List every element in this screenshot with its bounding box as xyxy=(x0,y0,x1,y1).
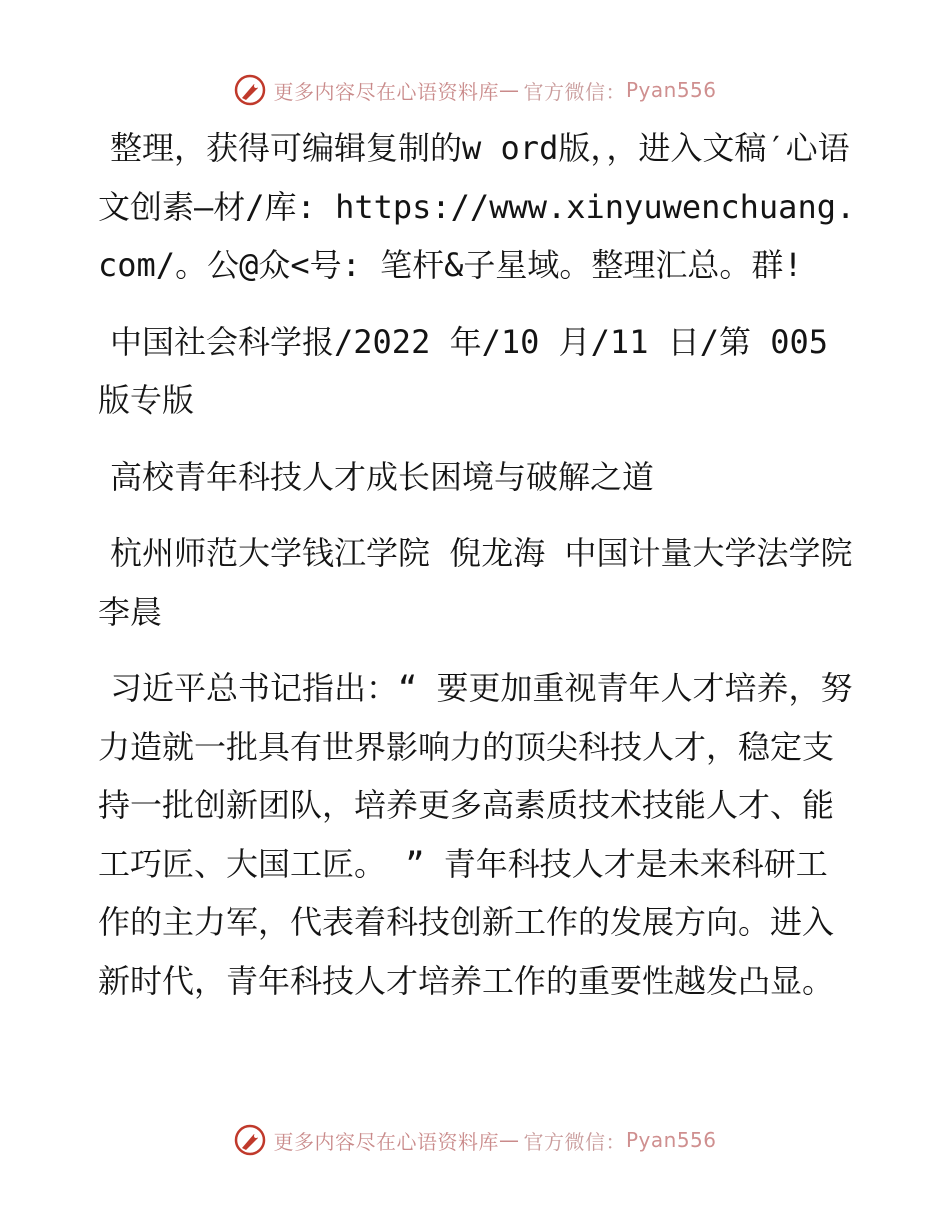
source-line: 中国社会科学报/2022 年/10 月/11 日/第 005 版专版 xyxy=(98,322,829,419)
banner-dash: — xyxy=(498,1128,520,1152)
banner-wechat-label: 官方微信： xyxy=(523,79,626,104)
body-paragraph: 习近平总书记指出：“ 要更加重视青年人才培养，努力造就一批具有世界影响力的顶尖科技人才，稳定支持一批创新团队，培养更多高素质技术技能人才、能工巧匠、大国工匠。 ” 青年科技人才是未来科研工作的主力军，代表着科技创新工作的发展方向。进入新时代，青年科技人才培养工作的重要性越发凸显。 xyxy=(98,669,853,1000)
intro-paragraph: 整理，获得可编辑复制的w ord版，，进入文稿′心语文创素—材/库: https://www.xinyuwenchuang.com/。公@众<号: 笔杆&子星域。整理汇总。群! xyxy=(98,129,856,284)
header-banner xyxy=(0,70,950,110)
banner-main-text: 更多内容尽在心语资料库 xyxy=(273,1129,499,1154)
footer-banner xyxy=(0,1120,950,1160)
pen-nib-circle-icon xyxy=(233,1123,267,1157)
author-line: 杭州师范大学钱江学院 倪龙海 中国计量大学法学院 李晨 xyxy=(98,534,853,631)
banner-wechat-label: 官方微信： xyxy=(523,1129,626,1154)
banner-dash: — xyxy=(498,78,520,102)
banner-wechat-id: Pyan556 xyxy=(625,78,717,102)
document-body xyxy=(98,119,858,1010)
banner-main-text: 更多内容尽在心语资料库 xyxy=(273,79,499,104)
pen-nib-circle-icon xyxy=(233,73,267,107)
banner-wechat-id: Pyan556 xyxy=(625,1128,717,1152)
article-title: 高校青年科技人才成长困境与破解之道 xyxy=(110,457,655,496)
